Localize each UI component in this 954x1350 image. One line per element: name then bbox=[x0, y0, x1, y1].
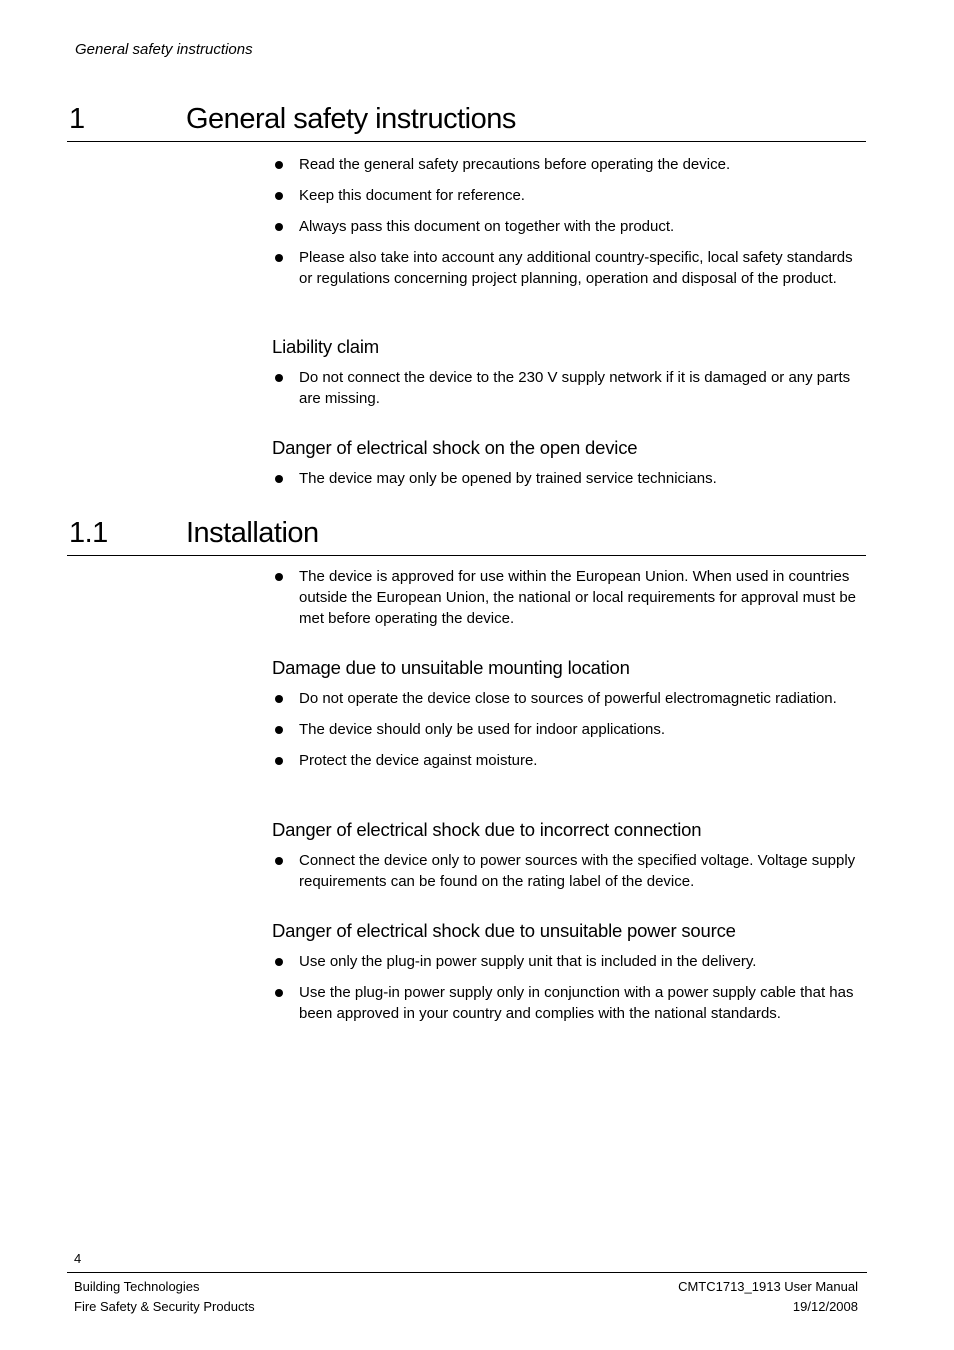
bullet-icon bbox=[275, 192, 283, 200]
list-item: Always pass this document on together with the product. bbox=[272, 216, 867, 237]
list-item: Use the plug-in power supply only in conjunction with a power supply cable that has been approved in your country and complies with the national standards. bbox=[272, 982, 867, 1024]
bullet-icon bbox=[275, 726, 283, 734]
footer-divider bbox=[67, 1272, 867, 1273]
footer-left bbox=[74, 1277, 255, 1317]
bullet-icon bbox=[275, 374, 283, 382]
bullet-list-shock-open bbox=[272, 468, 867, 489]
section-heading-1-1 bbox=[67, 517, 866, 556]
bullet-icon bbox=[275, 989, 283, 997]
list-item: Keep this document for reference. bbox=[272, 185, 867, 206]
section-title: General safety instructions bbox=[186, 103, 516, 135]
subheading-shock-open-device: Danger of electrical shock on the open device bbox=[272, 437, 638, 458]
running-header: General safety instructions bbox=[75, 41, 253, 58]
bullet-list-general bbox=[272, 154, 867, 289]
list-item: Do not connect the device to the 230 V supply network if it is damaged or any parts are missing. bbox=[272, 367, 867, 409]
list-item: The device should only be used for indoor applications. bbox=[272, 719, 867, 740]
subheading-power-source: Danger of electrical shock due to unsuitable power source bbox=[272, 920, 736, 941]
list-item: Please also take into account any additional country-specific, local safety standards or regulations concerning project planning, operation and disposal of the product. bbox=[272, 247, 867, 289]
list-item: Read the general safety precautions before operating the device. bbox=[272, 154, 867, 175]
bullet-icon bbox=[275, 254, 283, 262]
list-item: The device is approved for use within the European Union. When used in countries outside the European Union, the national or local requirements for approval must be met before operating the device. bbox=[272, 566, 867, 629]
bullet-icon bbox=[275, 161, 283, 169]
bullet-icon bbox=[275, 958, 283, 966]
bullet-list-power-source bbox=[272, 951, 867, 1024]
bullet-list-installation bbox=[272, 566, 867, 629]
bullet-icon bbox=[275, 695, 283, 703]
section-number: 1 bbox=[69, 103, 85, 135]
section-title: Installation bbox=[186, 517, 319, 549]
bullet-icon bbox=[275, 223, 283, 231]
bullet-icon bbox=[275, 757, 283, 765]
bullet-icon bbox=[275, 475, 283, 483]
list-item: Use only the plug-in power supply unit that is included in the delivery. bbox=[272, 951, 867, 972]
footer-document-title: CMTC1713_1913 User Manual bbox=[678, 1279, 858, 1294]
bullet-list-liability bbox=[272, 367, 867, 409]
footer-right bbox=[678, 1277, 858, 1317]
list-item: Do not operate the device close to sources of powerful electromagnetic radiation. bbox=[272, 688, 867, 709]
subheading-liability: Liability claim bbox=[272, 336, 380, 357]
section-heading-1 bbox=[67, 103, 866, 142]
footer-division: Fire Safety & Security Products bbox=[74, 1299, 255, 1314]
page-number: 4 bbox=[74, 1251, 82, 1266]
bullet-icon bbox=[275, 857, 283, 865]
bullet-list-mounting bbox=[272, 688, 867, 771]
subheading-incorrect-connection: Danger of electrical shock due to incorrect connection bbox=[272, 819, 702, 840]
list-item: Connect the device only to power sources with the specified voltage. Voltage supply requirements can be found on the rating label of the device. bbox=[272, 850, 867, 892]
bullet-list-connection bbox=[272, 850, 867, 892]
subheading-mounting: Damage due to unsuitable mounting location bbox=[272, 657, 630, 678]
list-item: The device may only be opened by trained service technicians. bbox=[272, 468, 867, 489]
section-number: 1.1 bbox=[69, 517, 108, 549]
list-item: Protect the device against moisture. bbox=[272, 750, 867, 771]
footer-date: 19/12/2008 bbox=[792, 1299, 858, 1314]
footer-company: Building Technologies bbox=[74, 1279, 200, 1294]
bullet-icon bbox=[275, 573, 283, 581]
